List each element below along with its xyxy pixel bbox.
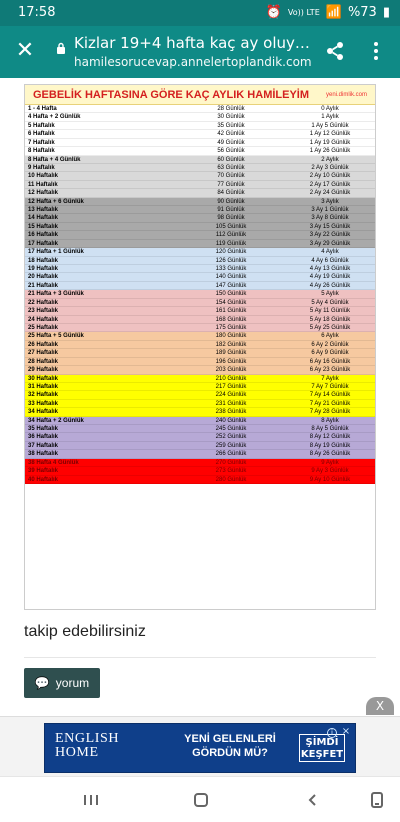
alarm-icon: ⏰	[265, 5, 282, 20]
table-cell-months: 6 Aylık	[321, 333, 339, 340]
table-cell-week: 10 Haftalık	[28, 173, 59, 180]
table-cell-days: 105 Günlük	[215, 223, 247, 230]
table-cell-months: 7 Ay 14 Günlük	[309, 392, 351, 399]
table-cell-months: 3 Ay 1 Günlük	[311, 207, 349, 214]
table-title: GEBELİK HAFTASINA GÖRE KAÇ AYLIK HAMİLEYİM	[33, 88, 310, 101]
table-cell-week: 40 Haftalık	[28, 476, 59, 483]
back-icon[interactable]	[302, 789, 324, 811]
table-cell-week: 25 Haftalık	[28, 324, 59, 331]
table-row	[25, 349, 375, 357]
ad-brand-line1: ENGLISH	[55, 731, 120, 746]
ad-brand	[55, 732, 119, 760]
table-row	[25, 400, 375, 408]
table-row	[25, 223, 375, 231]
table-row	[25, 206, 375, 214]
table-cell-months: 6 Ay 23 Günlük	[309, 367, 351, 374]
table-row	[25, 433, 375, 441]
status-icons	[266, 5, 390, 20]
table-cell-days: 266 Günlük	[215, 451, 247, 458]
table-row	[25, 257, 375, 265]
table-row	[25, 164, 375, 172]
table-cell-days: 252 Günlük	[215, 434, 247, 441]
table-cell-week: 15 Haftalık	[28, 223, 59, 230]
table-cell-months: 0 Aylık	[321, 106, 339, 112]
table-cell-week: 33 Haftalık	[28, 400, 59, 407]
table-cell-week: 21 Haftalık	[28, 282, 59, 289]
table-cell-days: 30 Günlük	[217, 114, 245, 121]
table-row	[25, 417, 375, 425]
table-cell-months: 8 Aylık	[321, 417, 339, 424]
table-cell-months: 6 Ay 2 Günlük	[311, 341, 349, 348]
table-cell-days: 63 Günlük	[217, 164, 245, 171]
table-row	[25, 332, 375, 340]
lock-icon	[56, 39, 66, 51]
table-cell-months: 5 Aylık	[321, 291, 339, 298]
table-cell-week: 8 Haftalık	[28, 148, 55, 155]
table-cell-week: 35 Haftalık	[28, 426, 59, 433]
table-cell-months: 4 Ay 26 Günlük	[309, 282, 351, 289]
ad-cta-line1: ŞİMDİ	[305, 737, 339, 748]
home-icon[interactable]	[190, 789, 212, 811]
table-cell-days: 42 Günlük	[217, 131, 245, 138]
ad-dismiss-icon[interactable]: ×	[341, 726, 351, 737]
table-row	[25, 476, 375, 484]
table-cell-days: 77 Günlük	[217, 181, 245, 188]
battery-label: %73	[347, 5, 377, 20]
table-row	[25, 122, 375, 130]
table-row	[25, 231, 375, 239]
table-row	[25, 467, 375, 475]
table-cell-months: 6 Ay 9 Günlük	[311, 350, 349, 357]
table-cell-months: 2 Ay 3 Günlük	[311, 164, 349, 171]
table-cell-week: 12 Haftalık	[28, 190, 59, 197]
table-cell-days: 98 Günlük	[217, 215, 245, 222]
table-cell-months: 9 Ay 3 Günlük	[311, 468, 349, 475]
table-cell-months: 7 Aylık	[321, 375, 339, 382]
table-cell-days: 161 Günlük	[215, 308, 247, 315]
table-cell-months: 6 Ay 16 Günlük	[309, 358, 351, 365]
table-cell-days: 175 Günlük	[215, 324, 247, 331]
table-cell-days: 231 Günlük	[215, 400, 247, 407]
table-cell-days: 196 Günlük	[215, 358, 247, 365]
table-cell-months: 4 Aylık	[321, 249, 339, 256]
table-row	[25, 214, 375, 222]
table-cell-days: 189 Günlük	[215, 350, 247, 357]
ad-strip	[0, 699, 400, 776]
table-cell-week: 12 Hafta + 6 Günlük	[28, 198, 84, 205]
table-row	[25, 459, 375, 467]
table-cell-months: 9 Ay 10 Günlük	[309, 476, 351, 483]
table-row	[25, 139, 375, 147]
table-cell-week: 6 Haftalık	[28, 131, 55, 138]
table-cell-days: 147 Günlük	[215, 282, 247, 289]
table-watermark: yeni.dimlik.com	[325, 91, 367, 98]
table-cell-week: 1 - 4 Hafta	[28, 106, 57, 112]
table-cell-days: 28 Günlük	[217, 106, 245, 112]
table-cell-days: 180 Günlük	[215, 333, 247, 340]
table-row	[25, 442, 375, 450]
table-row	[25, 189, 375, 197]
table-cell-months: 5 Ay 11 Günlük	[309, 308, 351, 315]
table-cell-week: 13 Haftalık	[28, 207, 59, 214]
table-cell-days: 259 Günlük	[215, 442, 247, 449]
table-cell-months: 2 Ay 24 Günlük	[309, 190, 351, 197]
table-row	[25, 290, 375, 298]
table-cell-week: 14 Haftalık	[28, 215, 59, 222]
table-cell-months: 8 Ay 5 Günlük	[311, 426, 349, 433]
table-cell-days: 217 Günlük	[215, 383, 247, 390]
status-time: 17:58	[18, 5, 56, 20]
table-cell-week: 9 Haftalık	[28, 164, 55, 171]
table-cell-months: 1 Ay 19 Günlük	[309, 139, 351, 146]
table-cell-days: 210 Günlük	[215, 375, 247, 382]
table-row	[25, 358, 375, 366]
table-cell-months: 3 Ay 22 Günlük	[309, 232, 351, 239]
wifi-icon: 📶	[325, 5, 342, 20]
table-row	[25, 105, 375, 113]
page-title[interactable]: Kizlar 19+4 hafta kaç ay oluy…	[74, 34, 310, 52]
screen-icon[interactable]	[366, 789, 388, 811]
table-cell-week: 23 Haftalık	[28, 308, 59, 315]
table-row	[25, 172, 375, 180]
table-cell-months: 9 Aylık	[321, 459, 339, 466]
table-cell-week: 34 Haftalık	[28, 409, 59, 416]
table-cell-months: 5 Ay 18 Günlük	[309, 316, 351, 323]
table-row	[25, 147, 375, 155]
comment-text: takip edebilirsiniz	[24, 623, 146, 640]
pregnancy-table-image	[24, 84, 376, 610]
page-content	[0, 78, 400, 718]
table-cell-week: 7 Haftalık	[28, 139, 55, 146]
volte-label: Vo)) LTE	[287, 7, 320, 17]
android-nav-bar	[0, 776, 400, 822]
table-cell-week: 4 Hafta + 2 Günlük	[28, 114, 81, 121]
table-cell-week: 25 Hafta + 5 Günlük	[28, 333, 84, 340]
table-cell-days: 90 Günlük	[217, 198, 245, 205]
table-row	[25, 113, 375, 121]
table-cell-week: 8 Hafta + 4 Günlük	[28, 156, 81, 163]
table-row	[25, 324, 375, 332]
table-row	[25, 248, 375, 256]
table-cell-days: 60 Günlük	[217, 156, 245, 163]
table-cell-days: 224 Günlük	[215, 392, 247, 399]
table-cell-week: 37 Haftalık	[28, 442, 59, 449]
table-cell-months: 7 Ay 21 Günlük	[309, 400, 351, 407]
table-row	[25, 375, 375, 383]
table-header	[25, 85, 375, 105]
table-cell-week: 16 Haftalık	[28, 232, 59, 239]
table-cell-days: 280 Günlük	[215, 476, 247, 483]
table-cell-days: 133 Günlük	[215, 266, 247, 273]
table-cell-days: 182 Günlük	[215, 341, 247, 348]
table-cell-months: 4 Ay 19 Günlük	[309, 274, 351, 281]
table-cell-days: 154 Günlük	[215, 299, 247, 306]
table-cell-days: 168 Günlük	[215, 316, 247, 323]
table-row	[25, 383, 375, 391]
table-cell-days: 240 Günlük	[215, 417, 247, 424]
table-cell-week: 32 Haftalık	[28, 392, 59, 399]
table-cell-months: 1 Ay 26 Günlük	[309, 148, 351, 155]
browser-toolbar	[0, 26, 400, 78]
table-row	[25, 198, 375, 206]
table-row	[25, 240, 375, 248]
table-cell-week: 27 Haftalık	[28, 350, 59, 357]
chat-icon: 💬	[34, 676, 50, 690]
table-cell-week: 20 Haftalık	[28, 274, 59, 281]
table-cell-months: 7 Ay 28 Günlük	[309, 409, 351, 416]
table-cell-days: 112 Günlük	[215, 232, 247, 239]
table-row	[25, 265, 375, 273]
page-url[interactable]: hamilesorucevap.annelertoplandik.com	[74, 55, 312, 69]
table-row	[25, 425, 375, 433]
table-row	[25, 391, 375, 399]
table-row	[25, 366, 375, 374]
status-bar	[0, 0, 400, 26]
table-rows	[25, 105, 375, 484]
ad-close-button[interactable]: X	[366, 697, 394, 715]
share-icon[interactable]	[324, 40, 346, 62]
ad-cta-line2: KEŞFET	[300, 749, 344, 760]
table-cell-week: 39 Haftalık	[28, 468, 59, 475]
table-cell-week: 38 Hafta 4 Günlük	[28, 459, 79, 466]
table-cell-days: 84 Günlük	[217, 190, 245, 197]
table-row	[25, 282, 375, 290]
comment-button[interactable]	[24, 668, 100, 698]
ad-headline	[165, 732, 295, 760]
comment-button-label: yorum	[55, 676, 90, 690]
table-cell-week: 11 Haftalık	[28, 181, 58, 188]
recents-icon[interactable]	[80, 789, 102, 811]
table-cell-months: 1 Ay 12 Günlük	[309, 131, 351, 138]
table-cell-months: 1 Ay 5 Günlük	[311, 122, 349, 129]
table-cell-days: 203 Günlük	[215, 367, 247, 374]
ad-brand-line2: HOME	[55, 745, 99, 760]
table-row	[25, 156, 375, 164]
table-cell-days: 140 Günlük	[215, 274, 247, 281]
table-cell-week: 18 Haftalık	[28, 257, 59, 264]
table-cell-days: 35 Günlük	[217, 122, 245, 129]
table-cell-week: 29 Haftalık	[28, 367, 59, 374]
divider	[24, 657, 376, 658]
table-cell-months: 3 Ay 15 Günlük	[309, 223, 351, 230]
table-row	[25, 273, 375, 281]
table-cell-days: 270 Günlük	[215, 459, 247, 466]
table-cell-week: 36 Haftalık	[28, 434, 59, 441]
table-cell-months: 4 Ay 6 Günlük	[311, 257, 349, 264]
ad-info-icon[interactable]: i	[327, 728, 337, 738]
more-icon[interactable]	[370, 40, 382, 62]
table-row	[25, 307, 375, 315]
table-cell-months: 3 Ay 29 Günlük	[309, 240, 351, 247]
table-cell-days: 56 Günlük	[217, 148, 245, 155]
table-cell-months: 4 Ay 13 Günlük	[309, 266, 351, 273]
table-cell-months: 3 Aylık	[321, 198, 339, 205]
table-cell-months: 3 Ay 8 Günlük	[311, 215, 349, 222]
table-row	[25, 181, 375, 189]
table-row	[25, 299, 375, 307]
ad-banner[interactable]	[44, 723, 356, 773]
table-row	[25, 450, 375, 458]
table-cell-week: 17 Haftalık	[28, 240, 59, 247]
table-cell-week: 31 Haftalık	[28, 383, 59, 390]
close-icon[interactable]: ✕	[15, 38, 35, 63]
table-cell-months: 8 Ay 12 Günlük	[309, 434, 351, 441]
table-cell-months: 8 Ay 26 Günlük	[309, 451, 351, 458]
table-row	[25, 408, 375, 416]
table-cell-week: 5 Haftalık	[28, 122, 55, 129]
table-cell-days: 119 Günlük	[215, 240, 247, 247]
table-cell-months: 2 Aylık	[321, 156, 339, 163]
table-cell-days: 245 Günlük	[215, 426, 247, 433]
table-cell-months: 1 Aylık	[321, 114, 339, 121]
table-cell-days: 126 Günlük	[215, 257, 247, 264]
table-cell-days: 273 Günlük	[215, 468, 247, 475]
table-cell-days: 238 Günlük	[215, 409, 247, 416]
table-cell-week: 26 Haftalık	[28, 341, 59, 348]
table-cell-week: 28 Haftalık	[28, 358, 59, 365]
table-row	[25, 130, 375, 138]
table-cell-months: 2 Ay 10 Günlük	[309, 173, 351, 180]
table-cell-week: 21 Hafta + 3 Günlük	[28, 291, 84, 298]
table-cell-week: 38 Haftalık	[28, 451, 59, 458]
table-cell-months: 7 Ay 7 Günlük	[311, 383, 349, 390]
table-cell-days: 70 Günlük	[217, 173, 245, 180]
ad-headline-line2: GÖRDÜN MÜ?	[192, 747, 268, 759]
table-cell-week: 19 Haftalık	[28, 266, 59, 273]
table-cell-months: 5 Ay 4 Günlük	[311, 299, 349, 306]
table-cell-week: 30 Haftalık	[28, 375, 59, 382]
ad-cta-button[interactable]	[299, 734, 345, 762]
table-cell-days: 49 Günlük	[217, 139, 245, 146]
table-cell-week: 22 Haftalık	[28, 299, 59, 306]
table-cell-week: 17 Hafta + 1 Günlük	[28, 249, 84, 256]
ad-headline-line1: YENİ GELENLERİ	[184, 733, 276, 745]
table-cell-months: 2 Ay 17 Günlük	[309, 181, 351, 188]
table-cell-days: 150 Günlük	[215, 291, 247, 298]
table-row	[25, 316, 375, 324]
table-cell-months: 5 Ay 25 Günlük	[309, 324, 351, 331]
table-cell-week: 24 Haftalık	[28, 316, 59, 323]
table-cell-days: 120 Günlük	[215, 249, 247, 256]
battery-icon: ▮	[382, 5, 390, 20]
table-cell-days: 91 Günlük	[217, 207, 245, 214]
table-cell-week: 34 Hafta + 2 Günlük	[28, 417, 84, 424]
table-row	[25, 341, 375, 349]
table-cell-months: 8 Ay 19 Günlük	[309, 442, 351, 449]
